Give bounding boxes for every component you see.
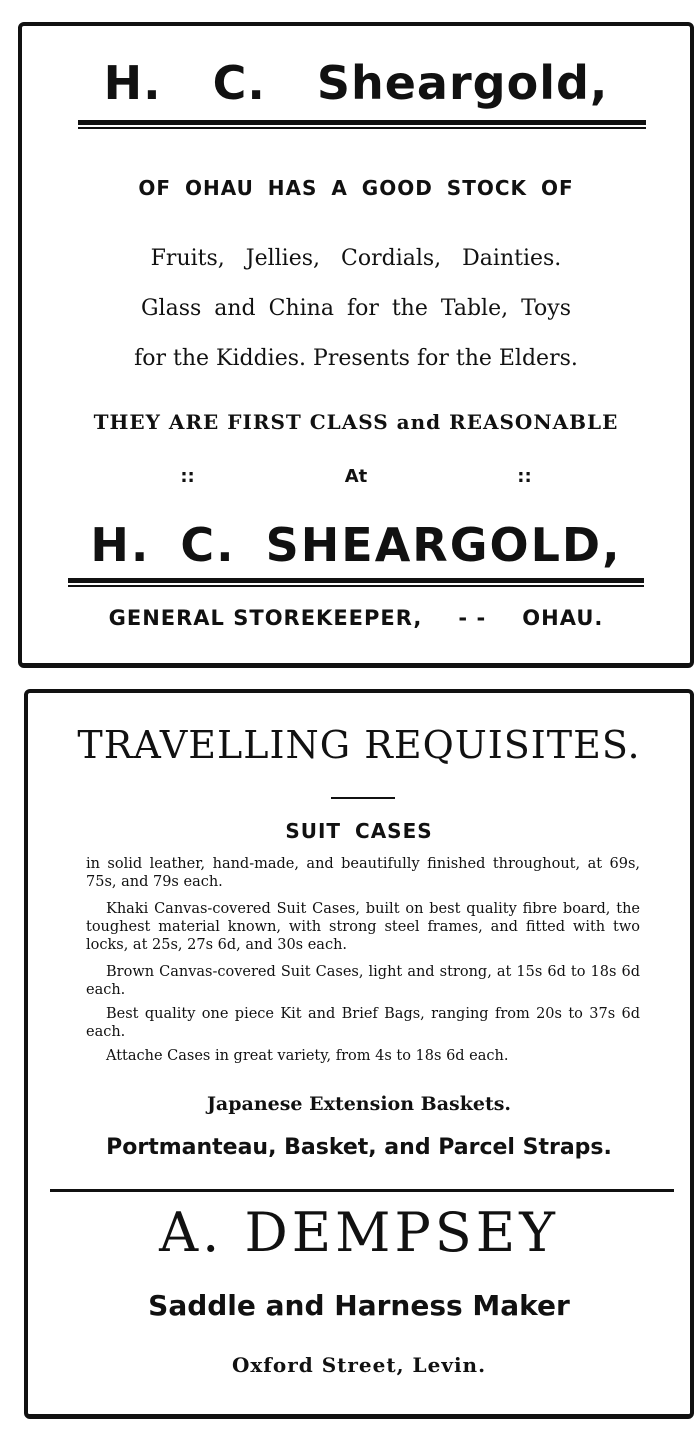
storekeeper-footer [22,606,690,630]
first-class-line: THEY ARE FIRST CLASS and REASONABLE [93,410,619,434]
travelling-title: TRAVELLING REQUISITES. [77,723,641,767]
paragraph-leather: in solid leather, hand-made, and beautifully finished throughout, at 69s, 75s, and 79s each. [86,856,640,890]
dempsey-advertisement [24,689,694,1419]
paragraph-kit-bags: Best quality one piece Kit and Brief Bags, ranging from 20s to 37s 6d each. [86,1006,640,1040]
address-line: Oxford Street, Levin. [231,1353,487,1377]
suit-cases-heading: SUIT CASES [285,819,433,843]
footer-dash: - - [458,606,487,630]
footer-right: OHAU. [522,606,604,630]
stock-subheading: OF OHAU HAS A GOOD STOCK OF [138,176,574,200]
divider-rule [50,1189,674,1192]
paragraph-brown: Brown Canvas-covered Suit Cases, light and strong, at 15s 6d to 18s 6d each. [86,964,640,998]
at-marker-right: :: [517,466,532,487]
sheargold-heading: H. C. Sheargold, [103,56,609,110]
stock-line-2: Glass and China for the Table, Toys [140,296,572,321]
japanese-baskets: Japanese Extension Baskets. [206,1093,512,1115]
sheargold-advertisement [18,22,694,668]
name-rule [68,578,644,587]
title-rule [331,797,395,799]
footer-left: GENERAL STOREKEEPER, [108,606,423,630]
at-marker-left: :: [180,466,195,487]
paragraph-khaki: Khaki Canvas-covered Suit Cases, built on best quality fibre board, the toughest material known, with strong steel frames, and fitted with two locks, at 25s, 27s 6d, and 30s each. [86,901,640,953]
at-line [22,466,690,487]
straps-line: Portmanteau, Basket, and Parcel Straps. [106,1135,612,1160]
stock-line-3: for the Kiddies. Presents for the Elders. [134,346,578,371]
saddle-harness-line: Saddle and Harness Maker [148,1289,570,1322]
dempsey-name: A. DEMPSEY [159,1201,559,1264]
heading-rule [78,120,646,129]
sheargold-name-caps: H. C. SHEARGOLD, [90,518,622,572]
at-word: At [344,466,368,487]
stock-line-1: Fruits, Jellies, Cordials, Dainties. [150,246,562,271]
paragraph-attache: Attache Cases in great variety, from 4s to 18s 6d each. [106,1048,509,1064]
